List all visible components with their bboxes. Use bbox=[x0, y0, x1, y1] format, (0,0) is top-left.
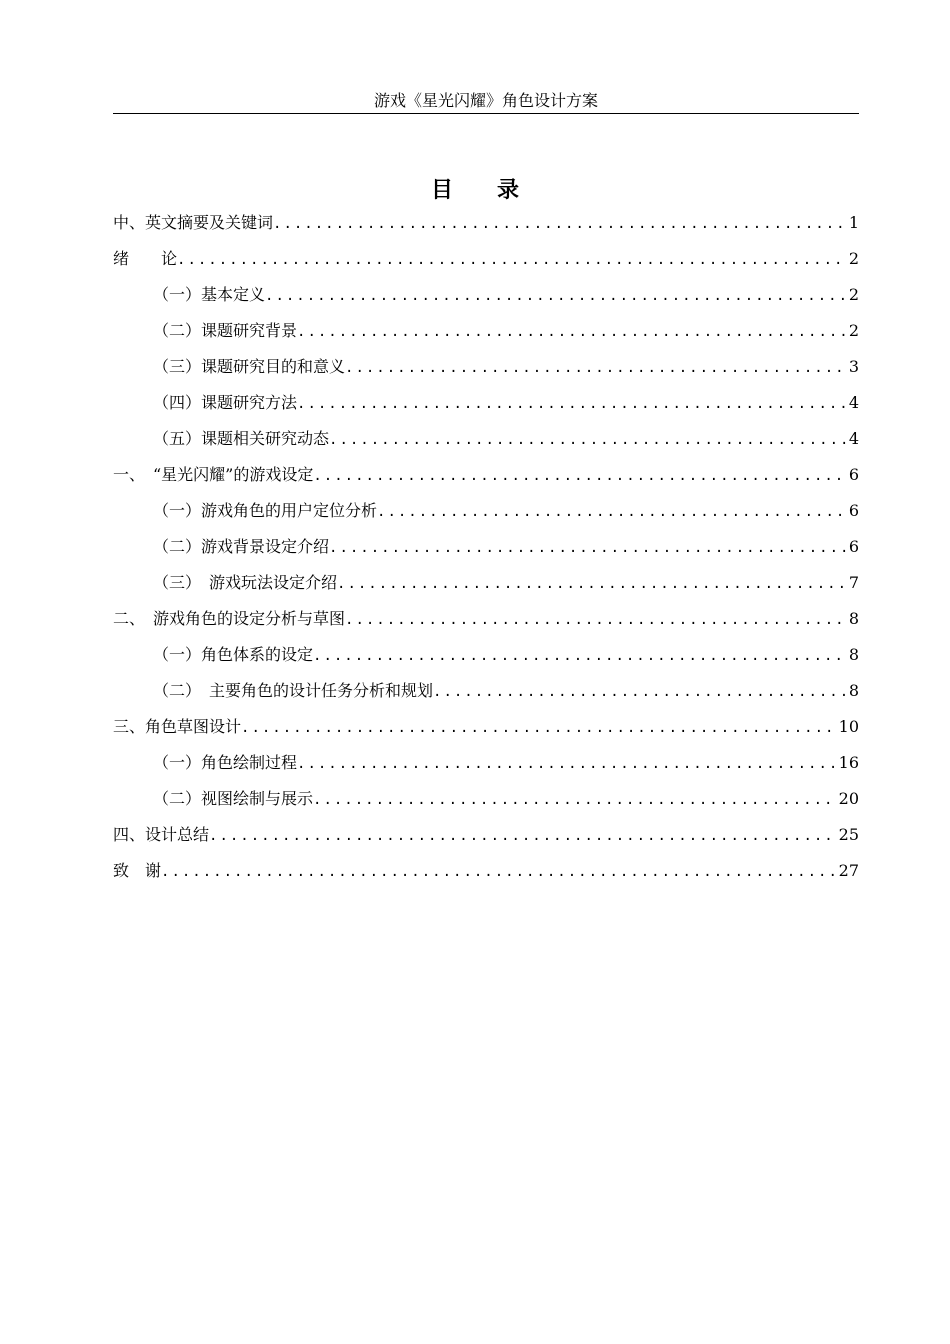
toc-entry[interactable] bbox=[113, 457, 859, 493]
toc-entry[interactable] bbox=[113, 781, 859, 817]
toc-leader-dots bbox=[265, 278, 847, 314]
toc-entry-page: 6 bbox=[848, 501, 859, 520]
toc-entry[interactable] bbox=[113, 745, 859, 781]
table-of-contents bbox=[113, 205, 859, 889]
toc-entry[interactable] bbox=[113, 601, 859, 637]
toc-entry-page: 8 bbox=[848, 681, 859, 700]
toc-leader-dots bbox=[273, 206, 847, 242]
toc-leader-dots bbox=[313, 458, 846, 494]
toc-entry-label: （一）游戏角色的用户定位分析 bbox=[153, 501, 378, 520]
toc-entry-label: （一）角色体系的设定 bbox=[153, 645, 314, 664]
toc-leader-dots bbox=[313, 638, 847, 674]
toc-leader-dots bbox=[241, 710, 837, 746]
toc-leader-dots bbox=[345, 350, 847, 386]
toc-leader-dots bbox=[297, 314, 847, 350]
toc-leader-dots bbox=[297, 386, 847, 422]
toc-entry-page: 4 bbox=[848, 429, 859, 448]
toc-entry[interactable] bbox=[113, 241, 859, 277]
toc-heading bbox=[0, 173, 950, 204]
running-header bbox=[113, 90, 859, 114]
toc-entry-page: 10 bbox=[838, 717, 859, 736]
toc-entry[interactable] bbox=[113, 565, 859, 601]
toc-entry-label: （一）角色绘制过程 bbox=[153, 753, 298, 772]
toc-entry-label: 四、设计总结 bbox=[113, 825, 210, 844]
toc-entry-label: 中、英文摘要及关键词 bbox=[113, 213, 274, 232]
toc-entry[interactable] bbox=[113, 385, 859, 421]
toc-entry[interactable] bbox=[113, 853, 859, 889]
toc-entry-page: 4 bbox=[848, 393, 859, 412]
toc-entry-label: （四）课题研究方法 bbox=[153, 393, 298, 412]
toc-entry[interactable] bbox=[113, 637, 859, 673]
toc-leader-dots bbox=[329, 530, 847, 566]
toc-leader-dots bbox=[297, 746, 837, 782]
toc-entry-page: 2 bbox=[848, 285, 859, 304]
toc-entry-page: 6 bbox=[848, 465, 859, 484]
toc-leader-dots bbox=[161, 854, 837, 890]
toc-entry-label: （二）课题研究背景 bbox=[153, 321, 298, 340]
toc-entry[interactable] bbox=[113, 817, 859, 853]
toc-entry[interactable] bbox=[113, 421, 859, 457]
toc-entry-label: （二）游戏背景设定介绍 bbox=[153, 537, 330, 556]
toc-entry-page: 8 bbox=[848, 609, 859, 628]
toc-entry-page: 27 bbox=[838, 861, 859, 880]
toc-entry-page: 1 bbox=[848, 213, 859, 232]
toc-entry-label: 绪 论 bbox=[113, 249, 178, 268]
toc-entry-page: 3 bbox=[848, 357, 859, 376]
toc-entry-page: 20 bbox=[838, 789, 859, 808]
toc-entry-page: 16 bbox=[838, 753, 859, 772]
toc-leader-dots bbox=[313, 782, 837, 818]
toc-entry-label: （二）视图绘制与展示 bbox=[153, 789, 314, 808]
toc-entry-page: 6 bbox=[848, 537, 859, 556]
toc-entry[interactable] bbox=[113, 277, 859, 313]
document-title: 游戏《星光闪耀》角色设计方案 bbox=[373, 91, 598, 110]
toc-entry-page: 25 bbox=[838, 825, 859, 844]
toc-entry[interactable] bbox=[113, 709, 859, 745]
toc-leader-dots bbox=[177, 242, 847, 278]
toc-entry-label: 二、 游戏角色的设定分析与草图 bbox=[113, 609, 346, 628]
toc-entry-label: （一）基本定义 bbox=[153, 285, 266, 304]
toc-leader-dots bbox=[329, 422, 847, 458]
toc-entry[interactable] bbox=[113, 493, 859, 529]
toc-entry-label: 一、 “星光闪耀”的游戏设定 bbox=[113, 465, 314, 484]
toc-heading-part2: 录 bbox=[497, 178, 520, 203]
toc-leader-dots bbox=[337, 566, 847, 602]
toc-leader-dots bbox=[209, 818, 837, 854]
toc-heading-part1: 目 bbox=[430, 178, 453, 203]
toc-entry[interactable] bbox=[113, 349, 859, 385]
toc-leader-dots bbox=[377, 494, 847, 530]
toc-entry-label: （二） 主要角色的设计任务分析和规划 bbox=[153, 681, 434, 700]
toc-entry[interactable] bbox=[113, 529, 859, 565]
toc-entry-page: 2 bbox=[848, 321, 859, 340]
toc-leader-dots bbox=[433, 674, 847, 710]
toc-entry-label: （三）课题研究目的和意义 bbox=[153, 357, 346, 376]
toc-entry-label: （三） 游戏玩法设定介绍 bbox=[153, 573, 338, 592]
toc-entry[interactable] bbox=[113, 673, 859, 709]
toc-entry-page: 7 bbox=[848, 573, 859, 592]
toc-entry-page: 8 bbox=[848, 645, 859, 664]
toc-entry-label: 致 谢 bbox=[113, 861, 162, 880]
toc-entry-label: （五）课题相关研究动态 bbox=[153, 429, 330, 448]
toc-leader-dots bbox=[345, 602, 847, 638]
toc-entry[interactable] bbox=[113, 205, 859, 241]
toc-entry-label: 三、角色草图设计 bbox=[113, 717, 242, 736]
toc-entry-page: 2 bbox=[848, 249, 859, 268]
toc-entry[interactable] bbox=[113, 313, 859, 349]
